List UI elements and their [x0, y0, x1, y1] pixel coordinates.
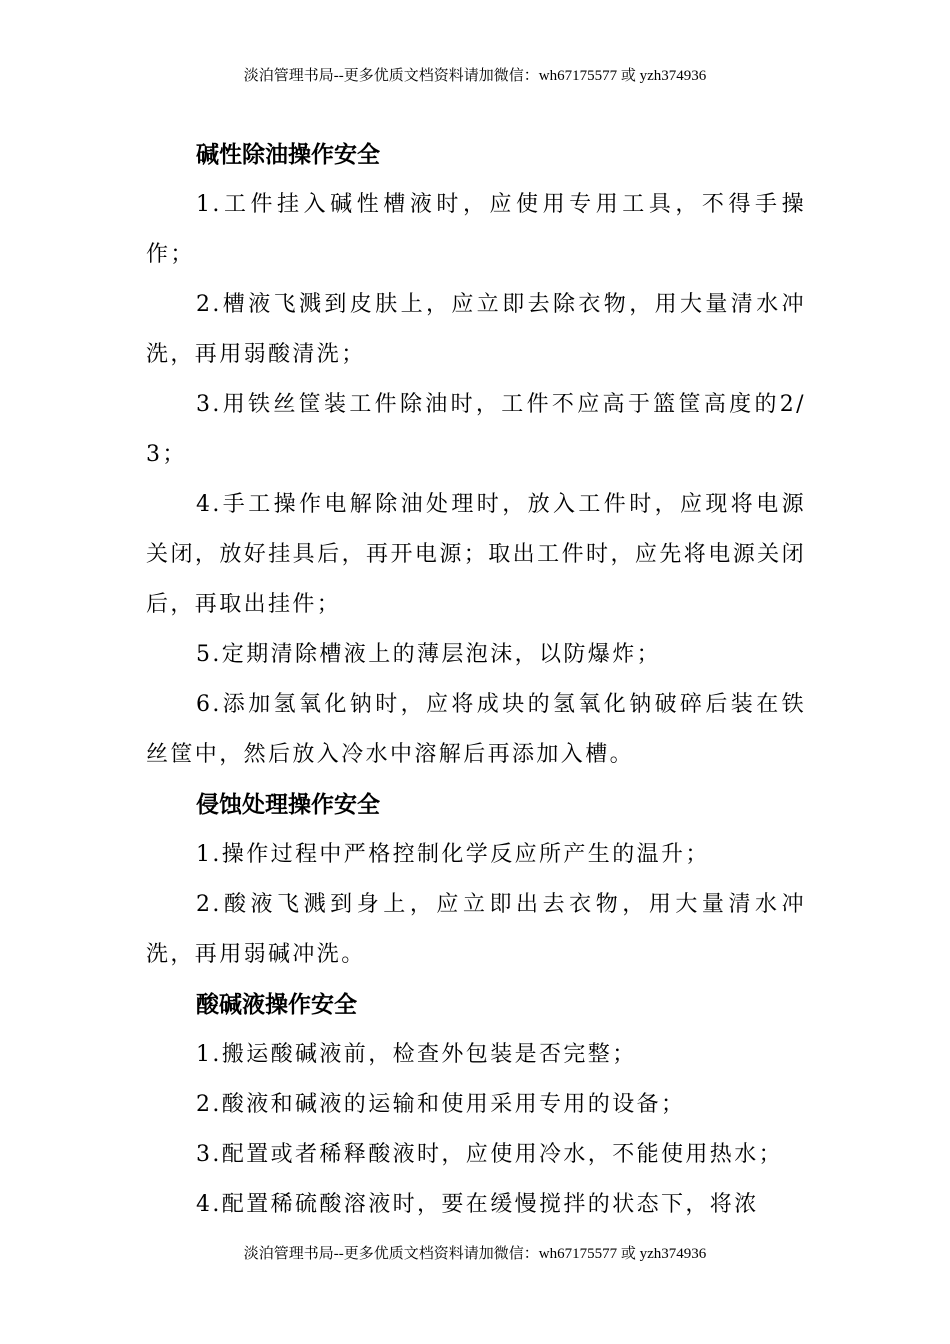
paragraph-acid-alkali-1: 1.搬运酸碱液前，检查外包装是否完整；	[196, 1042, 637, 1067]
paragraph-alkaline-5: 5.定期清除槽液上的薄层泡沫，以防爆炸；	[196, 642, 661, 667]
section-title-etching: 侵蚀处理操作安全	[196, 792, 380, 818]
paragraph-etching-1: 1.操作过程中严格控制化学反应所产生的温升；	[196, 842, 710, 867]
paragraph-alkaline-3: 3.用铁丝筐装工件除油时，工件不应高于篮筐高度的2/3；	[146, 392, 806, 467]
paragraph-acid-alkali-3: 3.配置或者稀释酸液时，应使用冷水，不能使用热水；	[196, 1142, 783, 1167]
paragraph-alkaline-1: 1.工件挂入碱性槽液时，应使用专用工具，不得手操作；	[146, 192, 806, 267]
paragraph-acid-alkali-4: 4.配置稀硫酸溶液时，要在缓慢搅拌的状态下，将浓	[196, 1192, 759, 1217]
section-title-alkaline-degreasing: 碱性除油操作安全	[196, 142, 380, 168]
section-title-acid-alkali: 酸碱液操作安全	[196, 992, 357, 1018]
page-footer: 淡泊管理书局--更多优质文档资料请加微信：wh67175577 或 yzh374936	[243, 1246, 707, 1262]
page-header: 淡泊管理书局--更多优质文档资料请加微信：wh67175577 或 yzh374936	[243, 68, 707, 84]
paragraph-alkaline-6: 6.添加氢氧化钠时，应将成块的氢氧化钠破碎后装在铁丝筐中，然后放入冷水中溶解后再添加入槽。	[146, 692, 806, 767]
document-body	[146, 130, 806, 1230]
paragraph-alkaline-4: 4.手工操作电解除油处理时，放入工件时，应现将电源关闭，放好挂具后，再开电源；取出工件时，应先将电源关闭后，再取出挂件；	[146, 492, 806, 617]
paragraph-acid-alkali-2: 2.酸液和碱液的运输和使用采用专用的设备；	[196, 1092, 686, 1117]
paragraph-alkaline-2: 2.槽液飞溅到皮肤上，应立即去除衣物，用大量清水冲洗，再用弱酸清洗；	[146, 292, 806, 367]
paragraph-etching-2: 2.酸液飞溅到身上，应立即出去衣物，用大量清水冲洗，再用弱碱冲洗。	[146, 892, 806, 967]
